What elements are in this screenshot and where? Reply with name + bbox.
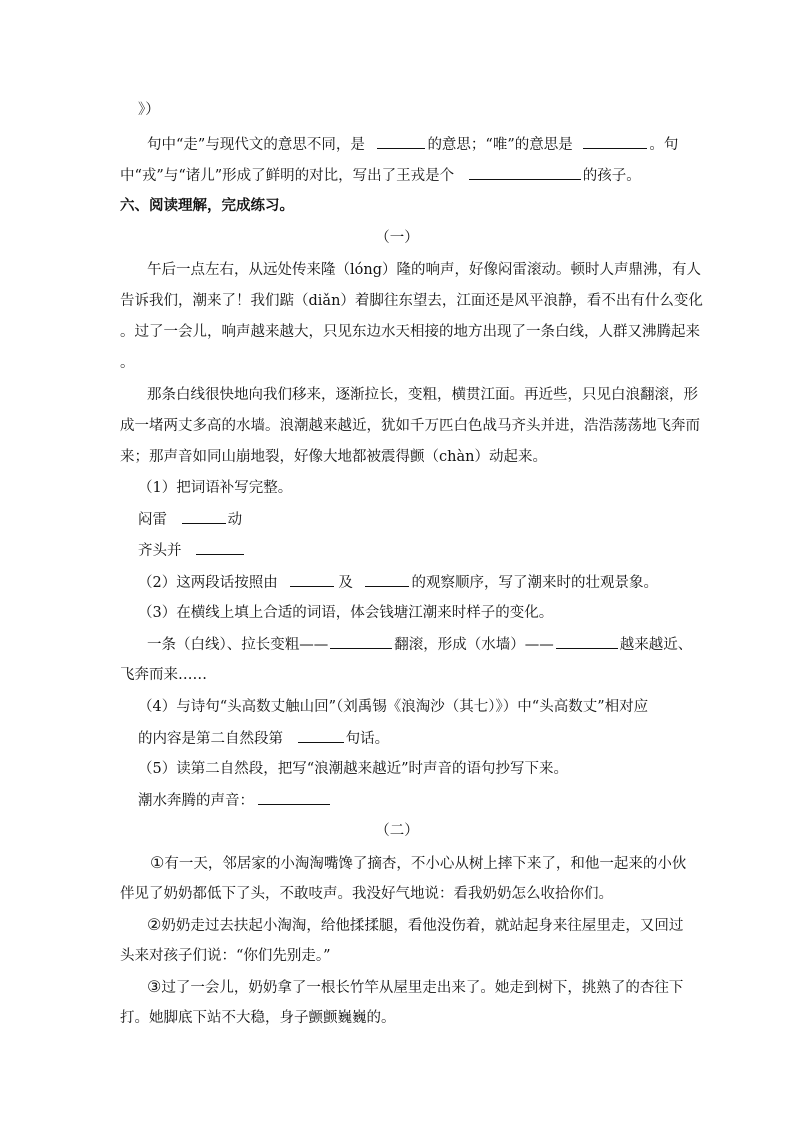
text: 及	[338, 575, 353, 591]
question-5-answer	[138, 790, 330, 811]
answer-blank[interactable]	[196, 540, 244, 555]
question-2	[138, 572, 658, 593]
answer-blank[interactable]	[182, 509, 226, 524]
question-3-line-1	[147, 634, 692, 655]
text: 的观察顺序，写了潮来时的壮观景象。	[411, 575, 658, 591]
text: 的孩子。	[582, 168, 641, 184]
passage-line: 来；那声音如同山崩地裂，好像大地都被震得颤（chàn）动起来。	[120, 449, 547, 465]
answer-blank[interactable]	[377, 134, 425, 149]
text: （2）这两段话按照由	[138, 575, 278, 591]
text: 动	[227, 512, 243, 528]
prev-question-line-2	[120, 165, 641, 186]
story-para-2-line-1	[147, 915, 683, 936]
story-para-3-line-2: 打。她脚底下站不大稳，身子颤颤巍巍的。	[120, 1010, 396, 1026]
question-1-item-b	[138, 540, 244, 561]
passage-line: 。过了一会儿，响声越来越大，只见东边水天相接的地方出现了一条白线，人群又沸腾起来	[120, 324, 700, 340]
question-1-item-a	[138, 509, 242, 530]
text: 过了一会儿，奶奶拿了一根长竹竿从屋里走出来了。她走到树下，挑熟了的杏往下	[161, 980, 684, 996]
story-para-3-line-1	[147, 977, 683, 998]
story-para-1-line-1	[150, 853, 686, 874]
story-para-1-line-2: 伴见了奶奶都低下了头，不敢吱声。我没好气地说：看我奶奶怎么收拾你们。	[120, 886, 613, 902]
prev-question-line-1	[147, 134, 678, 155]
question-3: （3）在横线上填上合适的词语，体会钱塘江潮来时样子的变化。	[138, 605, 554, 621]
para-number: ③	[147, 977, 162, 996]
passage-line: 告诉我们，潮来了！我们踮（diǎn）着脚往东望去，江面还是风平浪静，看不出有什么变化	[120, 293, 703, 309]
question-1: （1）把词语补写完整。	[138, 480, 293, 496]
answer-blank[interactable]	[365, 572, 409, 587]
part-title-1: （一）	[375, 230, 419, 246]
passage-line: 那条白线很快地向我们移来，逐渐拉长，变粗，横贯江面。再近些，只见白浪翻滚，形	[147, 387, 698, 403]
text: 的意思；“唯”的意思是	[427, 137, 573, 153]
answer-blank[interactable]	[330, 634, 392, 649]
text: 闷雷	[138, 512, 167, 528]
question-4-line-2	[138, 728, 389, 749]
text: 中“戎”与“诸儿”形成了鲜明的对比，写出了王戎是个	[120, 168, 455, 184]
text: 一条（白线）、拉长变粗——	[147, 637, 329, 653]
passage-line: 。	[120, 355, 135, 371]
text: 奶奶走过去扶起小淘淘，给他揉揉腿，看他没伤着，就站起身来往屋里走，又回过	[161, 918, 684, 934]
text: 。句	[649, 137, 679, 153]
para-number: ①	[150, 853, 165, 872]
passage-line: 午后一点左右，从远处传来隆（lóng）隆的响声，好像闷雷滚动。顿时人声鼎沸，有人	[147, 262, 701, 278]
question-5: （5）读第二自然段，把写“浪潮越来越近”时声音的语句抄写下来。	[138, 761, 569, 777]
question-4: （4）与诗句“头高数丈触山回”（刘禹锡《浪淘沙（其七）》）中“头高数丈”相对应	[138, 699, 649, 715]
answer-blank[interactable]	[469, 165, 581, 180]
text: 句中“走”与现代文的意思不同，是	[147, 137, 365, 153]
text: 齐头并	[138, 543, 182, 559]
section-heading: 六、阅读理解，完成练习。	[120, 197, 294, 214]
text: 越来越近、	[619, 637, 693, 653]
text: 句话。	[345, 731, 390, 747]
para-number: ②	[147, 915, 162, 934]
text: 潮水奔腾的声音：	[138, 793, 254, 809]
answer-blank[interactable]	[583, 134, 647, 149]
answer-blank[interactable]	[556, 634, 618, 649]
text: 翻滚，形成（水墙）——	[394, 637, 554, 653]
part-title-2: （二）	[375, 823, 419, 839]
text: 的内容是第二自然段第	[138, 731, 283, 747]
text: 有一天，邻居家的小淘淘嘴馋了摘杏，不小心从树上摔下来了，和他一起来的小伙	[164, 856, 687, 872]
answer-blank[interactable]	[258, 790, 330, 805]
prev-text-end: 》）	[138, 102, 160, 118]
question-3-line-2: 飞奔而来……	[120, 667, 207, 683]
story-para-2-line-2: 头来对孩子们说：“你们先别走。”	[120, 948, 331, 964]
answer-blank[interactable]	[290, 572, 334, 587]
passage-line: 成一堵两丈多高的水墙。浪潮越来越近，犹如千万匹白色战马齐头并进，浩浩荡荡地飞奔而	[120, 418, 700, 434]
answer-blank[interactable]	[298, 728, 344, 743]
